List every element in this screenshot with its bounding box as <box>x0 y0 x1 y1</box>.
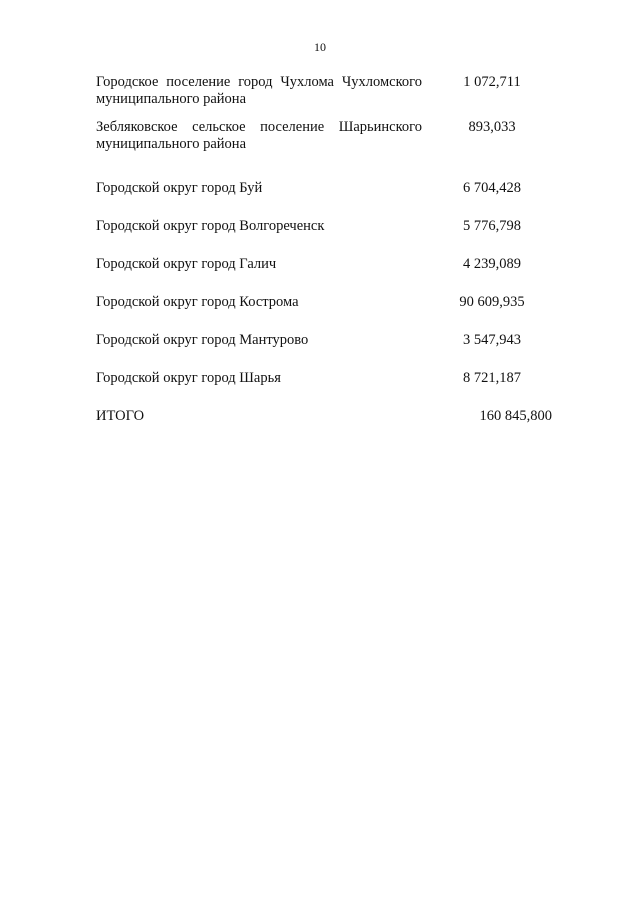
amount-value: 4 239,089 <box>463 256 521 272</box>
page-number: 10 <box>314 40 326 54</box>
municipality-name: Городской округ город Волгореченск <box>96 218 325 234</box>
amount-value: 8 721,187 <box>463 370 521 386</box>
total-row <box>96 408 552 425</box>
total-value: 160 845,800 <box>479 408 552 424</box>
amount-value: 90 609,935 <box>459 294 525 310</box>
table-row <box>96 74 552 108</box>
amount-value: 1 072,711 <box>463 74 521 90</box>
municipality-name: Городской округ город Галич <box>96 256 277 272</box>
table-row <box>96 294 552 311</box>
municipality-name: Городской округ город Буй <box>96 180 263 196</box>
municipality-name: Городское поселение город Чухлома Чухломского муниципального района <box>96 74 422 107</box>
table-row <box>96 218 552 235</box>
table-row <box>96 370 552 387</box>
municipality-name: Зебляковское сельское поселение Шарьинского муниципального района <box>96 119 422 152</box>
table-row <box>96 256 552 273</box>
amount-value: 893,033 <box>468 119 516 135</box>
table-row <box>96 119 552 153</box>
allocation-table <box>96 74 552 425</box>
municipality-name: Городской округ город Кострома <box>96 294 299 310</box>
total-label: ИТОГО <box>96 408 145 424</box>
amount-value: 5 776,798 <box>463 218 521 234</box>
amount-value: 6 704,428 <box>463 180 521 196</box>
table-row <box>96 180 552 197</box>
municipality-name: Городской округ город Шарья <box>96 370 281 386</box>
municipality-name: Городской округ город Мантурово <box>96 332 309 348</box>
amount-value: 3 547,943 <box>463 332 521 348</box>
table-row <box>96 332 552 349</box>
